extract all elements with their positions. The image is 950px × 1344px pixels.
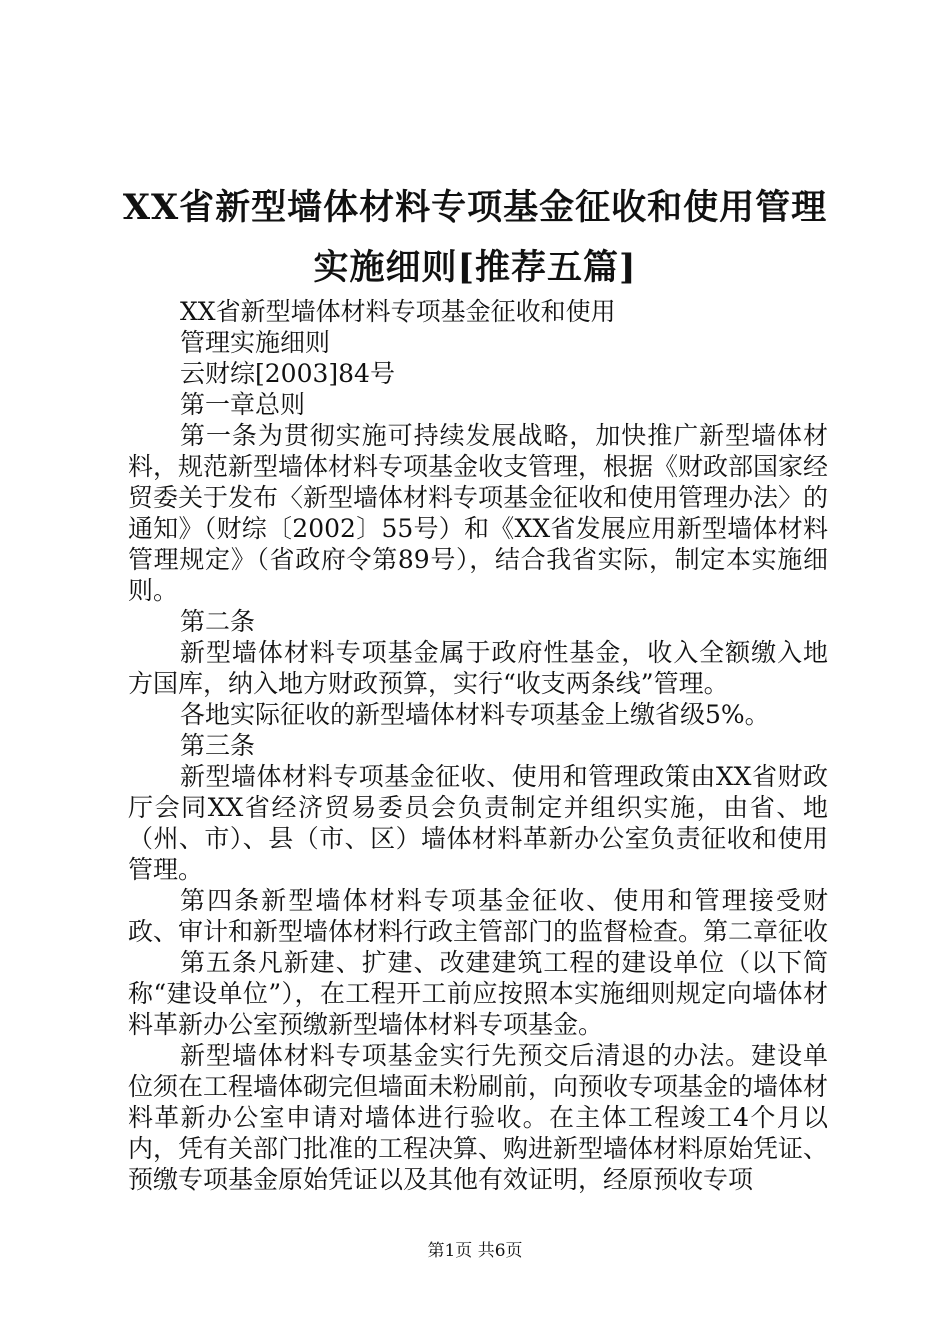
article-heading: 第三条 [180, 731, 256, 760]
paragraph: 新型墙体材料专项基金属于政府性基金，收入全额缴入地方国库，纳入地方财政预算，实行“收支两条线”管理。 [128, 638, 828, 698]
paragraph: 第四条新型墙体材料专项基金征收、使用和管理接受财政、审计和新型墙体材料行政主管部门的监督检查。第二章征收 [128, 886, 829, 946]
paragraph: 新型墙体材料专项基金征收、使用和管理政策由XX省财政厅会同XX省经济贸易委员会负责制定并组织实施，由省、地（州、市）、县（市、区）墙体材料革新办公室负责征收和使用管理。 [128, 762, 828, 884]
chapter-heading: 第一章总则 [180, 390, 306, 419]
paragraph: 新型墙体材料专项基金实行先预交后清退的办法。建设单位须在工程墙体砌完但墙面未粉刷前，向预收专项基金的墙体材料革新办公室申请对墙体进行验收。在主体工程竣工4个月以内，凭有关部门批准的工程决算、购进新型墙体材料原始凭证、预缴专项基金原始凭证以及其他有效证明，经原预收专项 [128, 1041, 829, 1194]
paragraph: 各地实际征收的新型墙体材料专项基金上缴省级5%。 [180, 700, 770, 729]
article-heading: 第二条 [180, 607, 256, 636]
document-title-line-2: 实施细则[推荐五篇] [313, 247, 637, 288]
page-number: 第1页 共6页 [427, 1241, 523, 1261]
document-body [128, 296, 828, 1195]
paragraph: 第五条凡新建、扩建、改建建筑工程的建设单位（以下简称“建设单位”），在工程开工前应按照本实施细则规定向墙体材料革新办公室预缴新型墙体材料专项基金。 [128, 948, 828, 1039]
paragraph: XX省新型墙体材料专项基金征收和使用 [180, 297, 616, 326]
paragraph: 云财综[2003]84号 [180, 359, 395, 388]
document-title-line-1: XX省新型墙体材料专项基金征收和使用管理 [122, 187, 828, 228]
paragraph: 第一条为贯彻实施可持续发展战略，加快推广新型墙体材料，规范新型墙体材料专项基金收支管理，根据《财政部国家经贸委关于发布〈新型墙体材料专项基金征收和使用管理办法〉的通知》（财综〔2002〕55号）和《XX省发展应用新型墙体材料管理规定》（省政府令第89号），结合我省实际，制定本实施细则。 [128, 421, 829, 605]
paragraph: 管理实施细则 [180, 328, 331, 357]
